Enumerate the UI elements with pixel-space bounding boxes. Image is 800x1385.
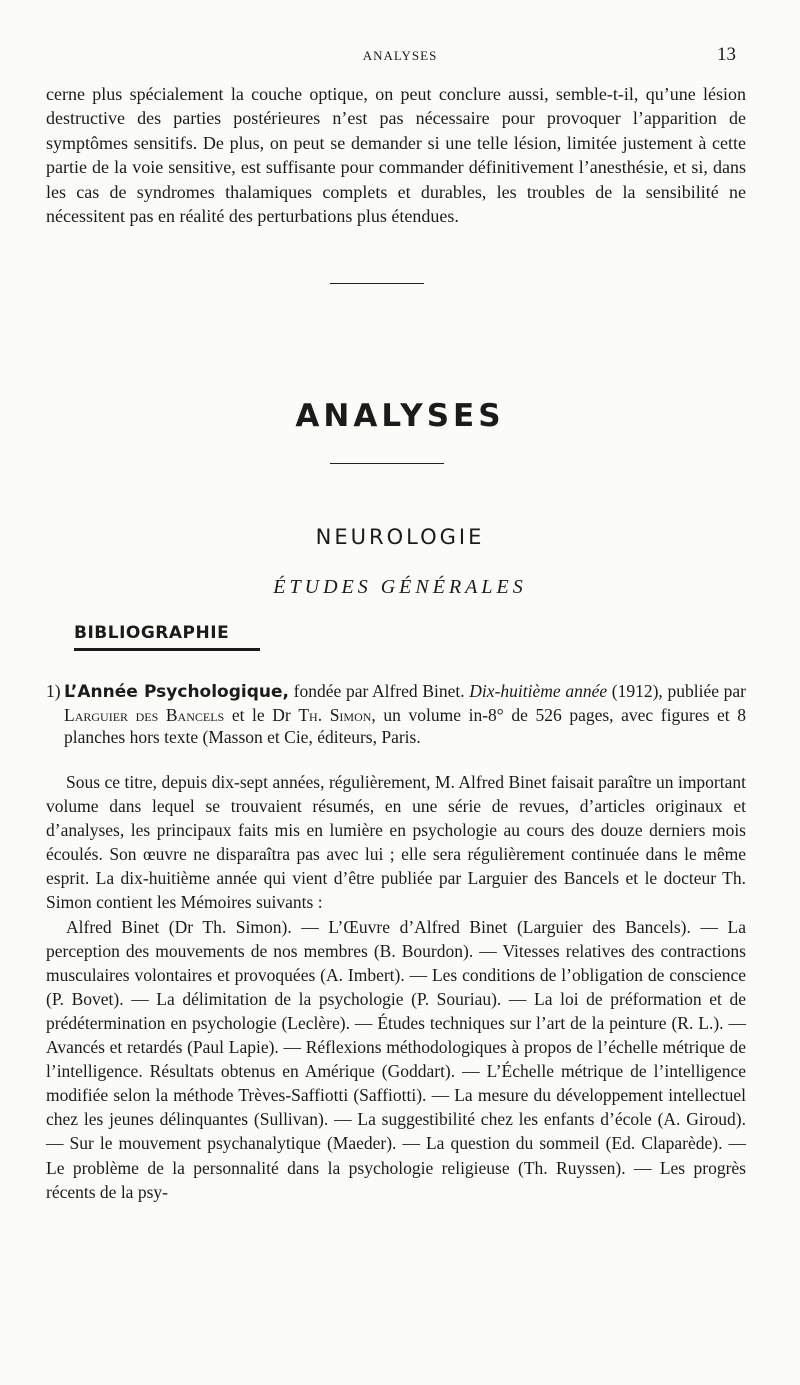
entry-text-3: et le Dr	[224, 704, 299, 725]
body-paragraph-1: Sous ce titre, depuis dix-sept années, régulièrement, M. Alfred Binet faisait paraître un important volume dans lequel se trouvaient résumés, en une série de revues, d’articles originaux et d’analyses, les principaux faits mis en lumière en psychologie au cours des douze derniers mois écoulés. Son œuvre ne disparaîtra pas avec lui ; elle sera régulièrement continuée dans le même esprit. La dix-huitième année qui vient d’être publiée par Larguier des Bancels et le docteur Th. Simon contient les Mémoires suivants :	[46, 772, 746, 913]
bibliography-entry	[46, 680, 746, 749]
divider-rule-top	[330, 283, 424, 284]
page-number: 13	[717, 44, 736, 65]
bibliography-heading: BIBLIOGRAPHIE	[74, 623, 230, 643]
entry-number: 1)	[46, 681, 61, 701]
section-title: ANALYSES	[295, 398, 505, 434]
entry-author-2: Th. Simon	[298, 704, 372, 725]
subheading: ÉTUDES GÉNÉRALES	[273, 576, 527, 598]
entry-text-1: fondée par Alfred Binet.	[289, 681, 470, 701]
running-head	[0, 44, 800, 68]
entry-body	[46, 770, 746, 1204]
entry-text-2: (1912), publiée par	[607, 681, 746, 701]
intro-text: cerne plus spécialement la couche optique, on peut conclure aussi, semble-t-il, qu’une lésion destructive des parties postérieures n’est pas nécessaire pour provoquer l’apparition de symptômes sensitifs. De plus, on peut se demander si une telle lésion, limitée justement à cette partie de la voie sensitive, est suffisante pour commander définitivement l’anesthésie, et si, dans les cas de syndromes thalamiques complets et durables, les troubles de la sensibilité ne nécessitent pas en réalité des perturbations plus étendues.	[46, 84, 746, 227]
body-paragraph-2: Alfred Binet (Dr Th. Simon). — L’Œuvre d’Alfred Binet (Larguier des Bancels). — La perception des mouvements de nos membres (B. Bourdon). — Vitesses relatives des contractions musculaires volontaires et provoquées (A. Imbert). — Les conditions de l’obligation de conscience (P. Bovet). — La délimitation de la psychologie (P. Souriau). — La loi de préformation et de prédétermination en psychologie (Leclère). — Études techniques sur l’art de la peinture (R. L.). — Avancés et retardés (Paul Lapie). — Réflexions méthodologiques à propos de l’échelle métrique de l’intelligence. Résultats obtenus en Amérique (Goddart). — L’Échelle métrique de l’intelligence modifiée selon la méthode Trèves-Saffiotti (Saffiotti). — La mesure du développement intellectuel chez les jeunes délinquantes (Sullivan). — La suggestibilité chez les enfants d’école (A. Giroud). — Sur le mouvement psychanalytique (Maeder). — La question du sommeil (Ed. Claparède). — Le problème de la personnalité dans la psychologie religieuse (Th. Ruyssen). — Les progrès récents de la psy-	[46, 916, 746, 1202]
divider-rule-bottom	[330, 463, 444, 464]
running-title: ANALYSES	[362, 48, 438, 63]
entry-edition: Dix-huitième année	[469, 681, 608, 701]
entry-citation	[64, 680, 746, 749]
entry-author-1: Larguier des Bancels	[64, 704, 225, 725]
intro-paragraph	[46, 82, 746, 228]
entry-text-4: , un volume in-8° de 526 pages, avec figures et 8 planches hors texte (Masson et Cie, éditeurs, Paris.	[64, 704, 746, 747]
subsection-title: NEUROLOGIE	[315, 525, 485, 549]
entry-title: L’Année Psychologique,	[64, 682, 289, 702]
bibliography-underline	[74, 648, 260, 651]
